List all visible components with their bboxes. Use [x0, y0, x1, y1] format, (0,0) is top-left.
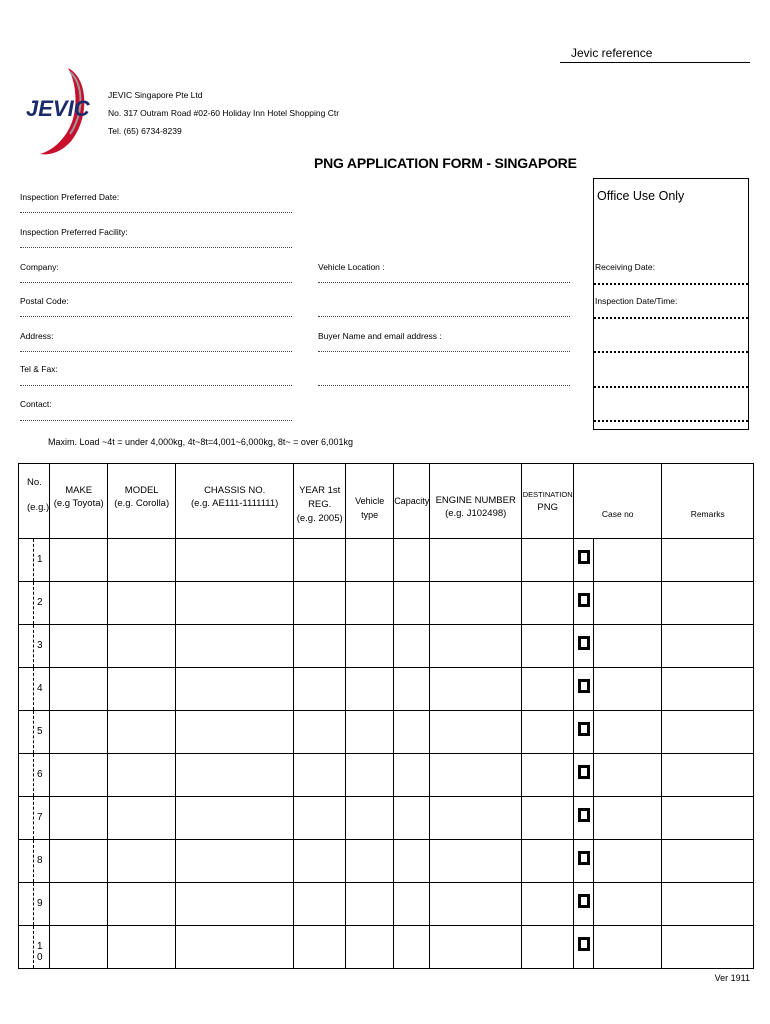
inspection-datetime-label: Inspection Date/Time: [595, 296, 678, 306]
company-label: Company: [20, 262, 59, 272]
cell-checkbox[interactable] [574, 668, 594, 711]
cell-destination[interactable] [522, 754, 574, 797]
office-line-5[interactable] [594, 420, 748, 422]
jevic-reference-line [560, 62, 750, 63]
office-line-4[interactable] [594, 386, 748, 388]
inspection-facility-label: Inspection Preferred Facility: [20, 227, 128, 237]
checkbox-icon[interactable] [578, 550, 590, 564]
cell-destination[interactable] [522, 539, 574, 582]
version-label: Ver 1911 [714, 973, 750, 983]
cell-make[interactable] [50, 582, 108, 625]
cell-checkbox[interactable] [574, 582, 594, 625]
cell-chassis[interactable] [176, 926, 294, 969]
checkbox-icon[interactable] [578, 679, 590, 693]
cell-vehicle-type[interactable] [346, 539, 394, 582]
cell-remarks[interactable] [662, 840, 754, 883]
header-remarks [662, 464, 754, 539]
company-info [108, 86, 339, 140]
cell-capacity[interactable] [394, 754, 430, 797]
cell-checkbox[interactable] [574, 539, 594, 582]
address-label: Address: [20, 331, 54, 341]
company-name: JEVIC Singapore Pte Ltd [108, 90, 203, 100]
cell-model[interactable] [108, 711, 176, 754]
buyer-field-2[interactable] [318, 385, 570, 386]
jevic-logo-text: JEVIC [26, 96, 90, 121]
cell-chassis[interactable] [176, 582, 294, 625]
checkbox-icon[interactable] [578, 765, 590, 779]
header-model [108, 464, 176, 539]
table-row [19, 883, 754, 926]
cell-destination[interactable] [522, 840, 574, 883]
receiving-date-field[interactable] [594, 283, 748, 285]
cell-no [19, 582, 50, 625]
cell-checkbox[interactable] [574, 883, 594, 926]
header-case-no [574, 464, 662, 539]
cell-no [19, 840, 50, 883]
cell-no [19, 668, 50, 711]
cell-no [19, 754, 50, 797]
cell-destination[interactable] [522, 711, 574, 754]
cell-make[interactable] [50, 625, 108, 668]
row-number: 8 [37, 855, 43, 866]
header-chassis [176, 464, 294, 539]
header-engine-label: ENGINE NUMBER [435, 495, 516, 506]
table-row [19, 668, 754, 711]
cell-checkbox[interactable] [574, 625, 594, 668]
cell-year[interactable] [294, 711, 346, 754]
cell-checkbox[interactable] [574, 797, 594, 840]
cell-chassis[interactable] [176, 754, 294, 797]
cell-year[interactable] [294, 926, 346, 969]
office-line-3[interactable] [594, 351, 748, 353]
cell-capacity[interactable] [394, 926, 430, 969]
cell-model[interactable] [108, 625, 176, 668]
cell-remarks[interactable] [662, 711, 754, 754]
cell-chassis[interactable] [176, 711, 294, 754]
checkbox-icon[interactable] [578, 808, 590, 822]
row-number: 9 [37, 898, 43, 909]
cell-remarks[interactable] [662, 625, 754, 668]
cell-vehicle-type[interactable] [346, 625, 394, 668]
table-header-row [19, 464, 754, 539]
row-number: 7 [37, 812, 43, 823]
form-title: PNG APPLICATION FORM - SINGAPORE [314, 155, 577, 171]
cell-chassis[interactable] [176, 797, 294, 840]
max-load-note: Maxim. Load ~4t = under 4,000kg, 4t~8t=4,001~6,000kg, 8t~ = over 6,001kg [48, 437, 353, 447]
header-year-label: YEAR 1st [299, 485, 341, 496]
vehicle-location-field-2[interactable] [318, 316, 570, 317]
cell-make[interactable] [50, 797, 108, 840]
cell-destination[interactable] [522, 582, 574, 625]
cell-vehicle-type[interactable] [346, 840, 394, 883]
cell-no [19, 797, 50, 840]
cell-year[interactable] [294, 883, 346, 926]
header-year-label-2: REG. [308, 499, 332, 510]
cell-destination[interactable] [522, 926, 574, 969]
header-chassis-eg: (e.g. AE111-1111111) [191, 498, 279, 509]
header-model-eg: (e.g. Corolla) [114, 498, 170, 509]
row-dash-line [33, 625, 34, 667]
cell-engine[interactable] [430, 883, 522, 926]
cell-checkbox[interactable] [574, 754, 594, 797]
header-engine [430, 464, 522, 539]
cell-remarks[interactable] [662, 582, 754, 625]
cell-case-no[interactable] [594, 625, 662, 668]
buyer-field[interactable] [318, 351, 570, 352]
checkbox-icon[interactable] [578, 636, 590, 650]
cell-vehicle-type[interactable] [346, 582, 394, 625]
cell-vehicle-type[interactable] [346, 754, 394, 797]
company-address: No. 317 Outram Road #02-60 Holiday Inn Hotel Shopping Ctr [108, 108, 340, 118]
cell-remarks[interactable] [662, 797, 754, 840]
cell-make[interactable] [50, 754, 108, 797]
cell-no [19, 883, 50, 926]
inspection-datetime-field[interactable] [594, 317, 748, 319]
row-number: 1 [37, 554, 43, 565]
cell-engine[interactable] [430, 840, 522, 883]
company-tel: Tel. (65) 6734-8239 [108, 126, 182, 136]
buyer-label: Buyer Name and email address : [318, 331, 442, 341]
table-row [19, 754, 754, 797]
cell-engine[interactable] [430, 711, 522, 754]
header-destination [522, 464, 574, 539]
contact-label: Contact: [20, 399, 52, 409]
header-chassis-label: CHASSIS NO. [204, 485, 266, 496]
tel-fax-label: Tel & Fax: [20, 364, 58, 374]
cell-destination[interactable] [522, 883, 574, 926]
row-dash-line [33, 711, 34, 753]
cell-make[interactable] [50, 539, 108, 582]
cell-case-no[interactable] [594, 582, 662, 625]
cell-vehicle-type[interactable] [346, 926, 394, 969]
header-capacity [394, 464, 430, 539]
checkbox-icon[interactable] [578, 593, 590, 607]
header-case-no-label: Case no [601, 509, 634, 519]
header-make-eg: (e.g Toyota) [53, 498, 104, 509]
row-number: 2 [37, 597, 43, 608]
cell-capacity[interactable] [394, 711, 430, 754]
cell-engine[interactable] [430, 926, 522, 969]
cell-checkbox[interactable] [574, 840, 594, 883]
cell-model[interactable] [108, 582, 176, 625]
row-dash-line [33, 926, 34, 968]
cell-model[interactable] [108, 754, 176, 797]
row-dash-line [33, 840, 34, 882]
cell-case-no[interactable] [594, 754, 662, 797]
cell-chassis[interactable] [176, 668, 294, 711]
inspection-date-field[interactable] [20, 212, 292, 213]
cell-remarks[interactable] [662, 754, 754, 797]
cell-year[interactable] [294, 582, 346, 625]
cell-case-no[interactable] [594, 539, 662, 582]
cell-make[interactable] [50, 840, 108, 883]
row-number: 6 [37, 769, 43, 780]
row-number: 5 [37, 726, 43, 737]
address-field[interactable] [20, 351, 292, 352]
row-dash-line [33, 582, 34, 624]
cell-model[interactable] [108, 797, 176, 840]
vehicle-location-field[interactable] [318, 282, 570, 283]
header-year-eg: (e.g. 2005) [296, 513, 343, 524]
cell-engine[interactable] [430, 754, 522, 797]
cell-case-no[interactable] [594, 797, 662, 840]
header-make [50, 464, 108, 539]
cell-capacity[interactable] [394, 539, 430, 582]
table-row [19, 539, 754, 582]
cell-model[interactable] [108, 883, 176, 926]
office-use-title: Office Use Only [597, 189, 685, 203]
header-destination-label: DESTINATION [522, 490, 573, 499]
cell-case-no[interactable] [594, 711, 662, 754]
receiving-date-label: Receiving Date: [595, 262, 656, 272]
header-remarks-label: Remarks [690, 509, 725, 519]
cell-model[interactable] [108, 926, 176, 969]
checkbox-icon[interactable] [578, 722, 590, 736]
cell-destination[interactable] [522, 668, 574, 711]
table-row [19, 797, 754, 840]
vehicle-table [18, 463, 754, 969]
row-dash-line [33, 883, 34, 925]
cell-remarks[interactable] [662, 883, 754, 926]
row-dash-line [33, 797, 34, 839]
header-model-label: MODEL [124, 485, 159, 496]
cell-make[interactable] [50, 883, 108, 926]
header-destination-2: PNG [537, 502, 558, 513]
table-row [19, 926, 754, 969]
postal-code-field[interactable] [20, 316, 292, 317]
cell-no [19, 625, 50, 668]
cell-chassis[interactable] [176, 539, 294, 582]
cell-remarks[interactable] [662, 539, 754, 582]
cell-year[interactable] [294, 754, 346, 797]
cell-capacity[interactable] [394, 668, 430, 711]
cell-case-no[interactable] [594, 668, 662, 711]
cell-case-no[interactable] [594, 883, 662, 926]
cell-engine[interactable] [430, 582, 522, 625]
inspection-date-label: Inspection Preferred Date: [20, 192, 120, 202]
cell-remarks[interactable] [662, 926, 754, 969]
header-year [294, 464, 346, 539]
row-dash-line [33, 668, 34, 710]
cell-year[interactable] [294, 539, 346, 582]
cell-year[interactable] [294, 840, 346, 883]
header-capacity-label: Capacity [394, 496, 430, 506]
cell-make[interactable] [50, 926, 108, 969]
cell-checkbox[interactable] [574, 711, 594, 754]
cell-model[interactable] [108, 668, 176, 711]
row-number: 1 0 [37, 941, 43, 963]
contact-field[interactable] [20, 420, 292, 421]
cell-engine[interactable] [430, 668, 522, 711]
cell-capacity[interactable] [394, 582, 430, 625]
cell-destination[interactable] [522, 797, 574, 840]
vehicle-location-label: Vehicle Location : [318, 262, 385, 272]
header-vehicle-type-label: Vehicle type [355, 496, 385, 520]
cell-capacity[interactable] [394, 883, 430, 926]
cell-vehicle-type[interactable] [346, 883, 394, 926]
cell-year[interactable] [294, 625, 346, 668]
table-row [19, 582, 754, 625]
jevic-reference-label: Jevic reference [571, 46, 653, 60]
cell-remarks[interactable] [662, 668, 754, 711]
header-engine-eg: (e.g. J102498) [445, 508, 507, 519]
row-dash-line [33, 754, 34, 796]
row-number: 4 [37, 683, 43, 694]
cell-no [19, 711, 50, 754]
cell-capacity[interactable] [394, 797, 430, 840]
company-field[interactable] [20, 282, 292, 283]
checkbox-icon[interactable] [578, 894, 590, 908]
cell-case-no[interactable] [594, 840, 662, 883]
cell-make[interactable] [50, 711, 108, 754]
cell-engine[interactable] [430, 797, 522, 840]
jevic-logo [24, 64, 90, 158]
header-vehicle-type [346, 464, 394, 539]
cell-checkbox[interactable] [574, 926, 594, 969]
cell-vehicle-type[interactable] [346, 711, 394, 754]
row-number: 3 [37, 640, 43, 651]
header-no [19, 464, 50, 539]
header-make-label: MAKE [65, 485, 93, 496]
table-row [19, 625, 754, 668]
cell-chassis[interactable] [176, 625, 294, 668]
cell-vehicle-type[interactable] [346, 668, 394, 711]
postal-code-label: Postal Code: [20, 296, 69, 306]
cell-no [19, 926, 50, 969]
header-no-eg: (e.g.) [27, 502, 50, 513]
cell-no [19, 539, 50, 582]
checkbox-icon[interactable] [578, 851, 590, 865]
tel-fax-field[interactable] [20, 385, 292, 386]
cell-capacity[interactable] [394, 625, 430, 668]
table-row [19, 840, 754, 883]
cell-make[interactable] [50, 668, 108, 711]
cell-chassis[interactable] [176, 883, 294, 926]
header-no-label: No. [27, 477, 42, 488]
cell-engine[interactable] [430, 625, 522, 668]
cell-vehicle-type[interactable] [346, 797, 394, 840]
cell-destination[interactable] [522, 625, 574, 668]
cell-year[interactable] [294, 797, 346, 840]
cell-engine[interactable] [430, 539, 522, 582]
row-dash-line [33, 539, 34, 581]
cell-year[interactable] [294, 668, 346, 711]
cell-model[interactable] [108, 840, 176, 883]
cell-capacity[interactable] [394, 840, 430, 883]
inspection-facility-field[interactable] [20, 247, 292, 248]
cell-case-no[interactable] [594, 926, 662, 969]
checkbox-icon[interactable] [578, 937, 590, 951]
table-row [19, 711, 754, 754]
cell-chassis[interactable] [176, 840, 294, 883]
cell-model[interactable] [108, 539, 176, 582]
